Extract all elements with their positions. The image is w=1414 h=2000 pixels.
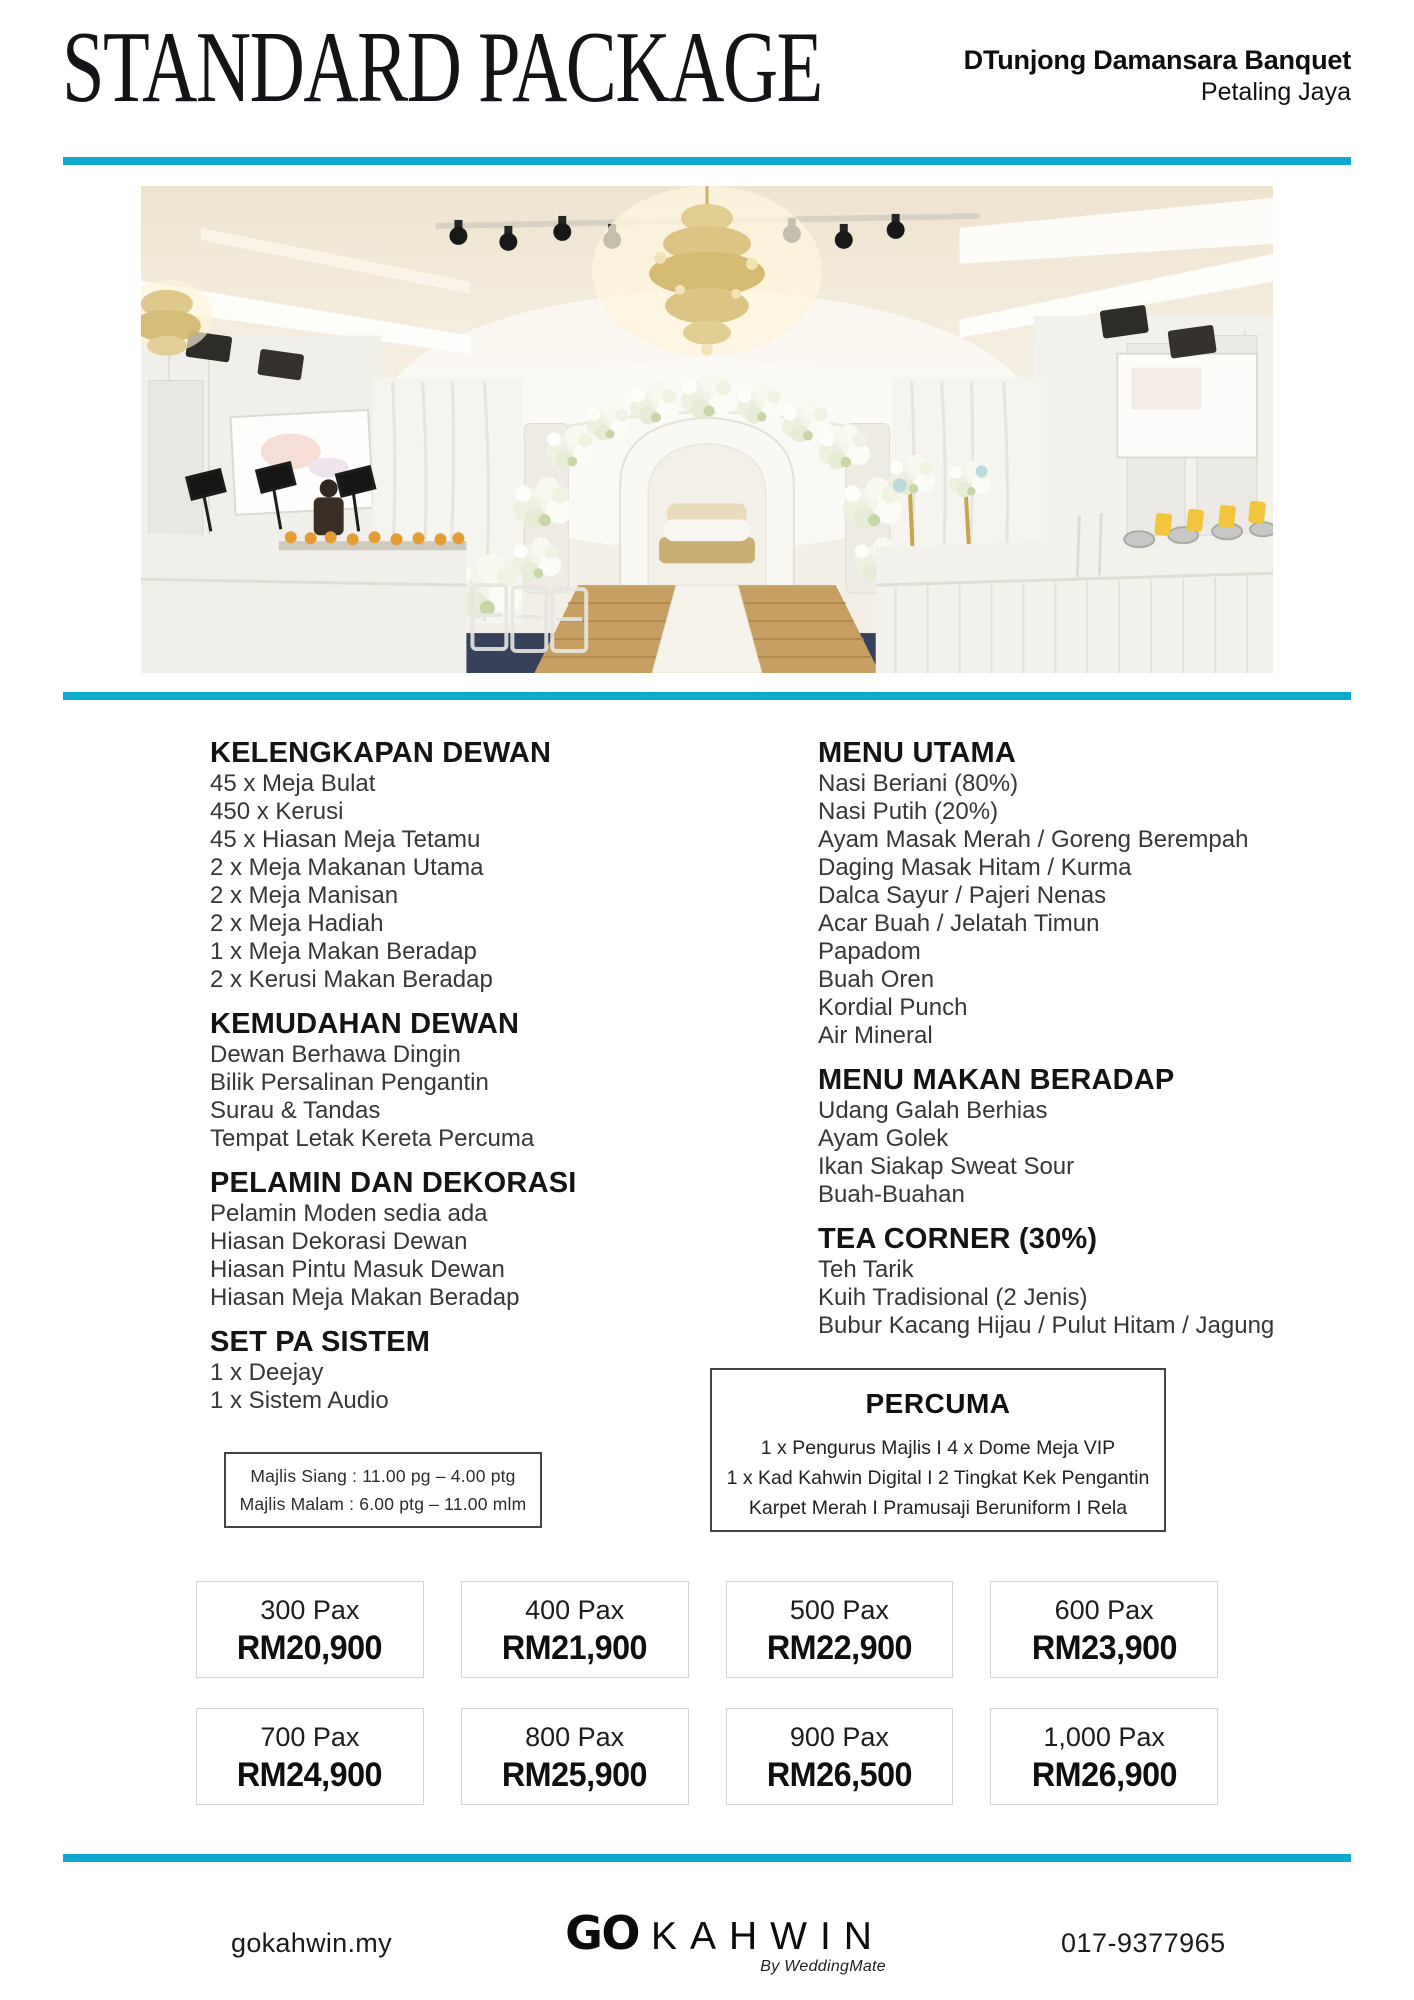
section-heading: PELAMIN DAN DEKORASI [210, 1167, 577, 1199]
list-item: 1 x Meja Makan Beradap [210, 938, 477, 965]
list-item: Ayam Masak Merah / Goreng Berempah [818, 826, 1249, 853]
price-box [990, 1581, 1218, 1678]
footer-website: gokahwin.my [231, 1928, 392, 1958]
venue-name: DTunjong Damansara Banquet [963, 45, 1351, 75]
list-item: Kordial Punch [818, 994, 968, 1021]
price-value: RM22,900 [766, 1628, 912, 1667]
list-item: Kuih Tradisional (2 Jenis) [818, 1284, 1088, 1311]
left-buffet-tables [141, 531, 466, 673]
list-item: Buah Oren [818, 966, 935, 993]
list-item: 45 x Hiasan Meja Tetamu [210, 826, 481, 853]
chandelier [592, 186, 822, 356]
price-box [990, 1708, 1218, 1805]
list-item: Bubur Kacang Hijau / Pulut Hitam / Jagung [818, 1312, 1275, 1339]
gokahwin-logo [560, 1906, 890, 1976]
section [210, 736, 785, 994]
list-item: 2 x Meja Makanan Utama [210, 854, 484, 881]
price-box [196, 1708, 424, 1805]
price-value: RM26,500 [766, 1755, 912, 1794]
price-box [726, 1708, 954, 1805]
list-item: 2 x Meja Hadiah [210, 910, 384, 937]
section [818, 1222, 1393, 1340]
price-value: RM24,900 [237, 1755, 383, 1794]
right-screen [1117, 354, 1257, 458]
list-item: Udang Galah Berhias [818, 1097, 1048, 1124]
schedule-line: Majlis Malam : 6.00 ptg – 11.00 mlm [239, 1494, 527, 1514]
section-heading: MENU UTAMA [818, 737, 1016, 769]
logo-tagline: By WeddingMate [760, 1958, 886, 1975]
banquet-hall-photo [141, 186, 1273, 673]
venue-location: Petaling Jaya [1200, 78, 1351, 106]
percuma-line: 1 x Kad Kahwin Digital I 2 Tingkat Kek Pengantin [726, 1467, 1150, 1489]
section-heading: SET PA SISTEM [210, 1326, 431, 1358]
banquet-photo-illustration [141, 186, 1273, 673]
price-value: RM26,900 [1031, 1755, 1177, 1794]
list-item: Hiasan Meja Makan Beradap [210, 1284, 520, 1311]
list-item: Dewan Berhawa Dingin [210, 1041, 461, 1068]
pax-label: 300 Pax [260, 1594, 360, 1625]
price-value: RM20,900 [237, 1628, 383, 1667]
price-box [461, 1581, 689, 1678]
percuma-line: 1 x Pengurus Majlis I 4 x Dome Meja VIP [760, 1437, 1116, 1459]
list-item: Tempat Letak Kereta Percuma [210, 1125, 535, 1152]
list-item: Bilik Persalinan Pengantin [210, 1069, 489, 1096]
price-value: RM23,900 [1031, 1628, 1177, 1667]
list-item: Papadom [818, 938, 921, 965]
logo-row [560, 1906, 890, 1960]
list-item: 450 x Kerusi [210, 798, 344, 825]
list-item: Dalca Sayur / Pajeri Nenas [818, 882, 1107, 909]
divider-middle [63, 692, 1351, 700]
divider-top [63, 157, 1351, 165]
price-grid [196, 1581, 1218, 1805]
pax-label: 900 Pax [789, 1721, 889, 1752]
list-item: 45 x Meja Bulat [210, 770, 376, 797]
logo-go-mark: GO [565, 1906, 639, 1960]
list-item: 1 x Sistem Audio [210, 1387, 389, 1414]
list-item: Air Mineral [818, 1022, 933, 1049]
section-heading: TEA CORNER (30%) [818, 1223, 1098, 1255]
pax-label: 800 Pax [525, 1721, 625, 1752]
schedule-line: Majlis Siang : 11.00 pg – 4.00 ptg [250, 1466, 516, 1486]
logo-kahwin-text: KAHWIN [650, 1915, 885, 1958]
pax-label: 1,000 Pax [1043, 1721, 1165, 1752]
column-right [818, 736, 1393, 1353]
price-box [196, 1581, 424, 1678]
price-value: RM21,900 [502, 1628, 648, 1667]
column-left [210, 736, 785, 1428]
list-item: Acar Buah / Jelatah Timun [818, 910, 1100, 937]
footer-phone: 017-9377965 [1061, 1928, 1226, 1958]
percuma-title: PERCUMA [865, 1388, 1011, 1419]
pax-label: 700 Pax [260, 1721, 360, 1752]
percuma-line: Karpet Merah I Pramusaji Beruniform I Rela [748, 1497, 1128, 1519]
list-item: Buah-Buahan [818, 1181, 965, 1208]
price-box [726, 1581, 954, 1678]
list-item: Hiasan Dekorasi Dewan [210, 1228, 468, 1255]
page-title: STANDARD PACKAGE [62, 11, 822, 124]
section [210, 1325, 785, 1415]
list-item: Nasi Beriani (80%) [818, 770, 1019, 797]
list-item: Pelamin Moden sedia ada [210, 1200, 488, 1227]
list-item: Nasi Putih (20%) [818, 798, 999, 825]
divider-bottom [63, 1854, 1351, 1862]
section-heading: KELENGKAPAN DEWAN [210, 737, 552, 769]
section-heading: KEMUDAHAN DEWAN [210, 1008, 520, 1040]
left-screen [230, 410, 373, 515]
list-item: 1 x Deejay [210, 1359, 324, 1386]
section [210, 1007, 785, 1153]
list-item: Surau & Tandas [210, 1097, 381, 1124]
list-item: Daging Masak Hitam / Kurma [818, 854, 1132, 881]
list-item: Hiasan Pintu Masuk Dewan [210, 1256, 505, 1283]
dais-sofa [659, 503, 755, 563]
list-item: 2 x Kerusi Makan Beradap [210, 966, 493, 993]
price-value: RM25,900 [502, 1755, 648, 1794]
section [818, 1063, 1393, 1209]
pax-label: 600 Pax [1054, 1594, 1154, 1625]
pax-label: 500 Pax [789, 1594, 889, 1625]
pax-label: 400 Pax [525, 1594, 625, 1625]
list-item: Ayam Golek [818, 1125, 949, 1152]
percuma-box [710, 1368, 1166, 1532]
list-item: Teh Tarik [818, 1256, 914, 1283]
venue-block [964, 44, 1351, 107]
section-heading: MENU MAKAN BERADAP [818, 1064, 1175, 1096]
list-item: 2 x Meja Manisan [210, 882, 399, 909]
section [818, 736, 1393, 1050]
price-box [461, 1708, 689, 1805]
section [210, 1166, 785, 1312]
schedule-box [224, 1452, 542, 1528]
list-item: Ikan Siakap Sweat Sour [818, 1153, 1075, 1180]
